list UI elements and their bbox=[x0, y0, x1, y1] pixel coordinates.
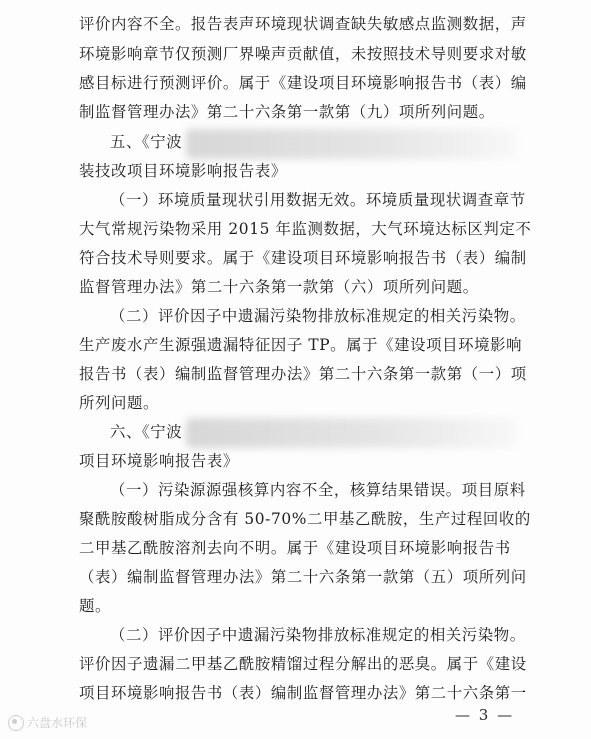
redaction-blur bbox=[186, 418, 516, 448]
text-line: 评价内容不全。报告表声环境现状调查缺失敏感点监测数据，声 bbox=[79, 15, 527, 33]
paragraph-first-line: （一）环境质量现状引用数据无效。环境质量现状调查章节 bbox=[110, 191, 526, 209]
text-line: 二甲基乙酰胺溶剂去向不明。属于《建设项目环境影响报告书 bbox=[79, 539, 511, 557]
watermark-text: 六盘水环保 bbox=[27, 716, 88, 730]
paragraph-first-line: （一）污染源源强核算内容不全，核算结果错误。项目原料 bbox=[110, 481, 526, 499]
text-line: 所列问题。 bbox=[79, 394, 159, 412]
section-heading: 六、《宁波 bbox=[110, 423, 183, 441]
text-line: 项目环境影响报告书（表）编制监督管理办法》第二十六条第一 bbox=[79, 684, 527, 702]
page-number: — 3 — bbox=[455, 706, 515, 724]
section-heading-continued: 项目环境影响报告表》 bbox=[79, 452, 239, 470]
text-line: 大气常规污染物采用 2015 年监测数据，大气环境达标区判定不 bbox=[79, 220, 532, 238]
text-line: 制监督管理办法》第二十六条第一款第（九）项所列问题。 bbox=[79, 103, 495, 121]
paragraph-first-line: （二）评价因子中遗漏污染物排放标准规定的相关污染物。 bbox=[110, 626, 526, 644]
text-line: 感目标进行预测评价。属于《建设项目环境影响报告书（表）编 bbox=[79, 74, 527, 92]
watermark bbox=[8, 714, 87, 731]
text-line: 符合技术导则要求。属于《建设项目环境影响报告书（表）编制 bbox=[79, 249, 527, 267]
text-line: 环境影响章节仅预测厂界噪声贡献值，未按照技术导则要求对敏 bbox=[79, 45, 527, 63]
text-line: 报告书（表）编制监督管理办法》第二十六条第一款第（一）项 bbox=[79, 365, 527, 383]
section-heading: 五、《宁波 bbox=[110, 133, 183, 151]
text-line: 监督管理办法》第二十六条第一款第（六）项所列问题。 bbox=[79, 278, 479, 296]
text-line: （表）编制监督管理办法》第二十六条第一款第（五）项所列问 bbox=[79, 568, 527, 586]
section-heading-continued: 装技改项目环境影响报告表》 bbox=[79, 162, 287, 180]
redaction-blur bbox=[186, 129, 516, 159]
text-line: 评价因子遗漏二甲基乙酰胺精馏过程分解出的恶臭。属于《建设 bbox=[79, 655, 527, 673]
text-line: 题。 bbox=[79, 597, 111, 615]
text-line: 生产废水产生源强遗漏特征因子 TP。属于《建设项目环境影响 bbox=[79, 336, 523, 354]
weibo-logo-icon bbox=[8, 715, 24, 731]
paragraph-first-line: （二）评价因子中遗漏污染物排放标准规定的相关污染物。 bbox=[110, 307, 526, 325]
text-line: 聚酰胺酸树脂成分含有 50-70%二甲基乙酰胺，生产过程回收的 bbox=[79, 510, 531, 528]
